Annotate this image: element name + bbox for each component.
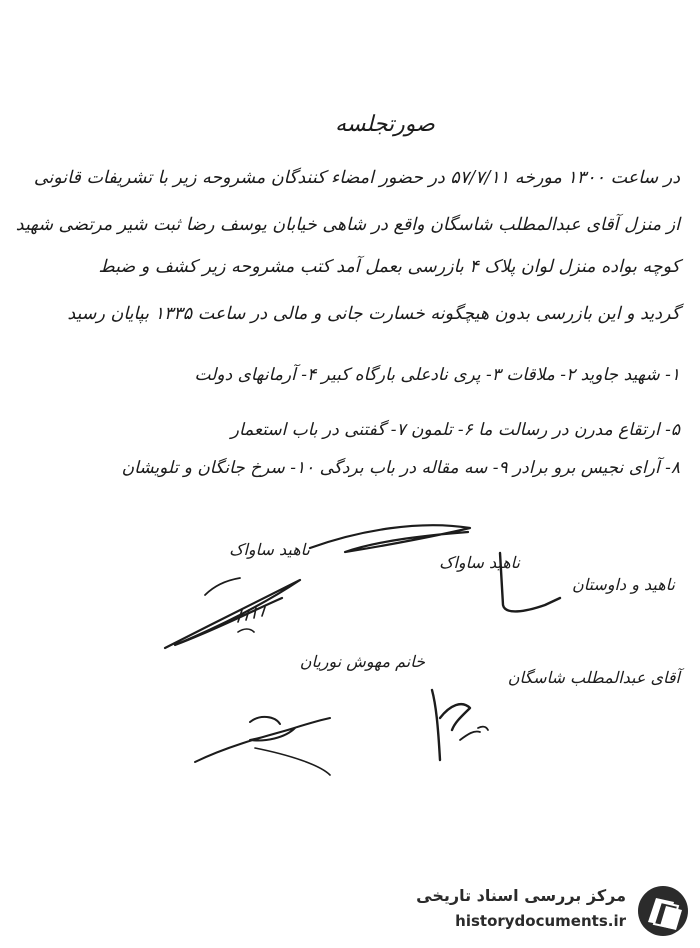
- signature-scribble-6: [195, 717, 330, 762]
- document-title: صورتجلسه: [335, 112, 435, 137]
- archive-url: historydocuments.ir: [455, 912, 626, 930]
- signature-diagonal-3: [165, 580, 300, 648]
- signature-label-4: خانم مهوش نوریان: [299, 652, 425, 671]
- book-list-row-2: ۵- ارتقاع مدرن در رسالت ما ۶- تلمون ۷- گفتنی در باب استعمار: [230, 420, 680, 440]
- book-pages-icon: [634, 884, 692, 938]
- book-list-row-1: ۱- شهید جاوید ۲- ملاقات ۳- پری نادعلی بارگاه کبیر ۴- آرمانهای دولت: [194, 365, 680, 385]
- body-line-3: کوچه بواده منزل لوان پلاک ۴ بازرسی بعمل آمد کتب مشروحه زیر کشف و ضبط: [98, 257, 680, 277]
- body-line-1: در ساعت ۱۳۰۰ مورخه ۵۷/۷/۱۱ در حضور امضاء کنندگان مشروحه زیر با تشریفات قانونی: [33, 168, 680, 188]
- signature-scribble-1: [310, 525, 470, 552]
- signature-label-2: ناهید ساواک: [439, 553, 520, 572]
- signature-stroke-2: [500, 553, 560, 611]
- book-list-row-3: ۸- آرای نجیس برو برادر ۹- سه مقاله در باب بردگی ۱۰- سرخ جانگان و تلویشان: [121, 458, 680, 478]
- archive-watermark: [402, 884, 692, 938]
- body-line-4: گردید و این بازرسی بدون هیچگونه خسارت جانی و مالی در ساعت ۱۳۳۵ بپایان رسید: [67, 304, 680, 324]
- signature-label-1: ناهید ساواک: [229, 540, 310, 559]
- body-line-2: از منزل آقای عبدالمطلب شاسگان واقع در شاهی خیابان یوسف رضا ثبت شیر مرتضی شهید: [15, 215, 680, 235]
- signature-label-3: ناهید و داوستان: [571, 575, 675, 594]
- signature-scribble-8: [432, 690, 470, 760]
- signature-mark-9: [460, 727, 488, 740]
- signature-tail-7: [255, 748, 330, 775]
- signature-mark-4: [205, 578, 240, 595]
- signature-label-5: آقای عبدالمطلب شاسگان: [507, 668, 680, 687]
- archive-name: مرکز بررسی اسناد تاریخی: [416, 886, 626, 905]
